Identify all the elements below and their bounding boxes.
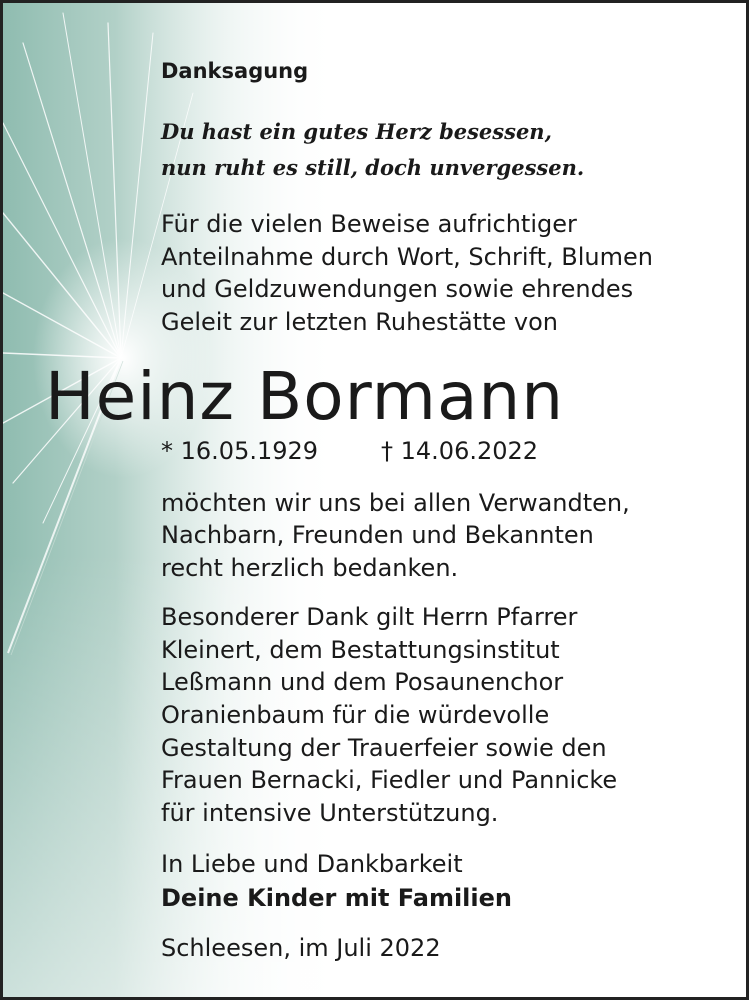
birth-date: * 16.05.1929 xyxy=(161,437,319,465)
special-thanks-line-4: Oranienbaum für die würdevolle xyxy=(161,701,550,729)
thanks-line-2: Nachbarn, Freunden und Bekannten xyxy=(161,521,594,549)
special-thanks-line-6: Frauen Bernacki, Fiedler und Pannicke xyxy=(161,766,618,794)
intro-line-2: Anteilnahme durch Wort, Schrift, Blumen xyxy=(161,243,653,271)
intro-line-1: Für die vielen Beweise aufrichtiger xyxy=(161,210,577,238)
intro-line-3: und Geldzuwendungen sowie ehrendes xyxy=(161,275,634,303)
death-date: † 14.06.2022 xyxy=(381,437,539,465)
special-thanks-line-1: Besonderer Dank gilt Herrn Pfarrer xyxy=(161,603,578,631)
closing-line: In Liebe und Dankbarkeit xyxy=(161,850,463,878)
deceased-name: Heinz Bormann xyxy=(45,358,565,435)
quote-line-2: nun ruht es still, doch unvergessen. xyxy=(161,155,585,180)
special-thanks-line-2: Kleinert, dem Bestattungsinstitut xyxy=(161,636,560,664)
special-thanks-line-7: für intensive Unterstützung. xyxy=(161,799,499,827)
thanks-line-3: recht herzlich bedanken. xyxy=(161,554,459,582)
quote-line-1: Du hast ein gutes Herz besessen, xyxy=(161,119,552,144)
special-thanks-line-5: Gestaltung der Trauerfeier sowie den xyxy=(161,734,607,762)
thanks-line-1: möchten wir uns bei allen Verwandten, xyxy=(161,489,630,517)
notice-heading: Danksagung xyxy=(161,59,309,83)
signature-line: Deine Kinder mit Familien xyxy=(161,884,512,912)
intro-line-4: Geleit zur letzten Ruhestätte von xyxy=(161,308,558,336)
special-thanks-line-3: Leßmann und dem Posaunenchor xyxy=(161,668,564,696)
notice-content xyxy=(3,3,749,1000)
place-date: Schleesen, im Juli 2022 xyxy=(161,934,441,962)
